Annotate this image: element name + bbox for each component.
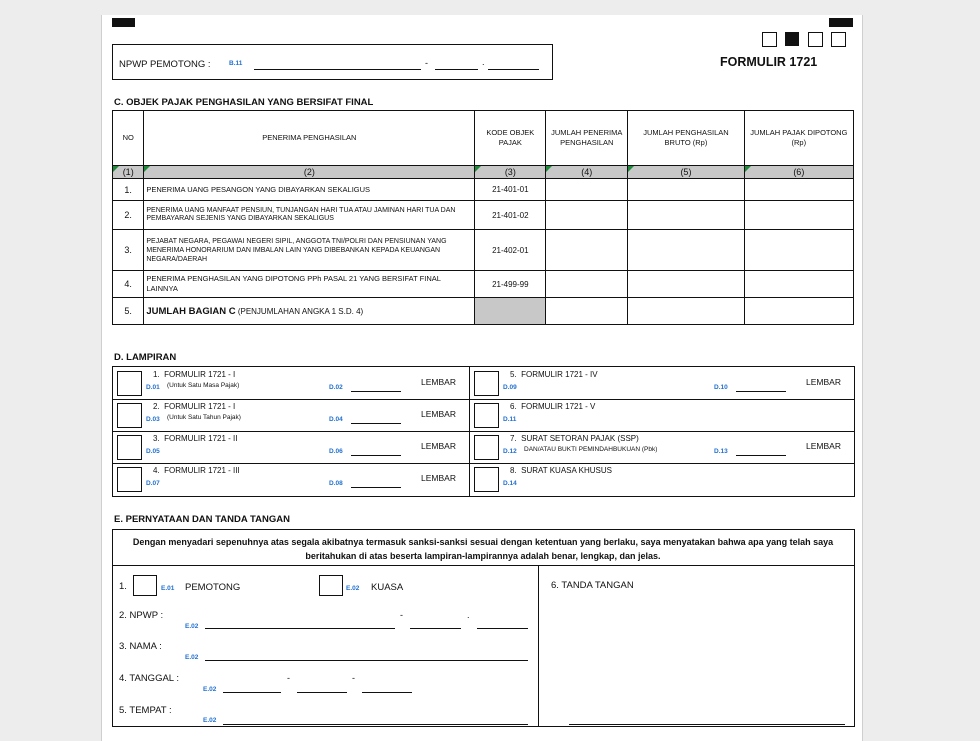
total-jumlah-penerima[interactable] [546,298,628,325]
dipotong-cell[interactable] [744,230,853,271]
corner-marker-left [112,18,135,27]
lembar-label: LEMBAR [421,409,456,419]
jumlah-penerima-cell[interactable] [546,271,628,298]
col-header-penerima: PENERIMA PENGHASILAN [144,111,475,166]
lembar-code: D.02 [329,384,343,391]
total-row: 5. JUMLAH BAGIAN C (PENJUMLAHAN ANGKA 1 S.D. 4) [113,298,854,325]
lampiran-checkbox[interactable] [474,403,499,428]
lembar-code: D.08 [329,480,343,487]
table-row: 3. PEJABAT NEGARA, PEGAWAI NEGERI SIPIL, ANGGOTA TNI/POLRI DAN PENSIUNAN YANG MENERIMA HONORARIUM DAN IMBALAN LAIN YANG DIBEBANKAN KEPADA KEUANGAN NEGARA/DAERAH 21-402-01 [113,230,854,271]
col-number-5: (5) [628,166,744,179]
bruto-cell[interactable] [628,230,744,271]
lembar-count-field[interactable] [351,413,401,424]
npwp-label: 2. NPWP : [119,610,164,621]
lampiran-checkbox[interactable] [474,435,499,460]
lampiran-checkbox[interactable] [117,403,142,428]
lembar-label: LEMBAR [421,441,456,451]
form-page [101,15,863,741]
page-indicator [762,32,846,50]
lembar-label: LEMBAR [806,441,841,451]
section-e-title: E. PERNYATAAN DAN TANDA TANGAN [114,514,290,525]
tanggal-month-field[interactable] [297,682,347,693]
lembar-count-field[interactable] [736,445,786,456]
lampiran-note: DAN/ATAU BUKTI PEMINDAHBUKUAN (Pbk) [524,446,658,453]
form-title: FORMULIR 1721 [720,55,818,69]
pernyataan-box: Dengan menyadari sepenuhnya atas segala akibatnya termasuk sanksi-sanksi sesuai dengan ketentuan yang berlaku, saya menyatakan bahwa apa yang telah saya beritahukan di atas beserta lampiran-lampirannya adalah benar, lengkap, dan jelas. 1. E.01 PEMOTONG E.02 KUASA 2. NPWP : E.02 - . 3. NAMA : E.02 4. TANGGAL : E.02 - - 5. TEMPAT : E.02 6. TANDA TANGAN [112,529,855,727]
lampiran-code: D.01 [146,384,160,391]
lembar-label: LEMBAR [421,377,456,387]
lampiran-item [113,431,469,463]
col-number-1: (1) [113,166,144,179]
col-number-4: (4) [546,166,628,179]
lampiran-checkbox[interactable] [117,435,142,460]
npwp-field-3[interactable] [488,59,539,70]
jumlah-penerima-cell[interactable] [546,230,628,271]
lampiran-label: 8. SURAT KUASA KHUSUS [510,466,612,475]
jumlah-penerima-cell[interactable] [546,201,628,230]
col-header-bruto: JUMLAH PENGHASILAN BRUTO (Rp) [628,111,744,166]
lembar-label: LEMBAR [806,377,841,387]
npwp-field-1[interactable] [254,59,421,70]
lampiran-code: D.11 [503,416,517,423]
lampiran-checkbox[interactable] [117,467,142,492]
lampiran-label: 7. SURAT SETORAN PAJAK (SSP) [510,434,639,443]
tanggal-year-field[interactable] [362,682,412,693]
lampiran-item [470,367,854,399]
section-d-title: D. LAMPIRAN [114,352,177,363]
section-c-table [112,110,854,325]
lampiran-note: (Untuk Satu Tahun Pajak) [167,414,241,421]
lampiran-code: D.09 [503,384,517,391]
npwp-dot: . [482,57,485,67]
col-number-6: (6) [744,166,853,179]
lampiran-code: D.14 [503,480,517,487]
lampiran-checkbox[interactable] [474,371,499,396]
bruto-cell[interactable] [628,271,744,298]
col-header-kode: KODE OBJEK PAJAK [475,111,546,166]
lampiran-code: D.07 [146,480,160,487]
table-row: 2. PENERIMA UANG MANFAAT PENSIUN, TUNJANGAN HARI TUA ATAU JAMINAN HARI TUA DAN PEMBAYARAN SEJENIS YANG DIBAYARKAN SEKALIGUS 21-401-02 [113,201,854,230]
nama-label: 3. NAMA : [119,641,162,652]
dipotong-cell[interactable] [744,271,853,298]
lembar-code: D.10 [714,384,728,391]
kuasa-label: KUASA [371,582,404,593]
tanggal-day-field[interactable] [223,682,281,693]
npwp-dash: - [425,58,428,68]
lampiran-label: 1. FORMULIR 1721 - I [153,370,236,379]
col-header-no: NO [113,111,144,166]
total-dipotong[interactable] [744,298,853,325]
e-npwp-field-2[interactable] [410,618,461,629]
tanggal-label: 4. TANGGAL : [119,673,180,684]
lampiran-code: D.05 [146,448,160,455]
npwp-pemotong-box [112,44,553,80]
lembar-code: D.13 [714,448,728,455]
pemotong-checkbox[interactable] [133,575,157,596]
lampiran-item [113,367,469,399]
statement-text: Dengan menyadari sepenuhnya atas segala akibatnya termasuk sanksi-sanksi sesuai dengan ketentuan yang berlaku, saya menyatakan bahwa apa yang telah saya beritahukan di atas beserta lampiran-lampirannya adalah benar, lengkap, dan jelas. [132,537,834,561]
tanda-tangan-label: 6. TANDA TANGAN [551,580,634,591]
section-c-title: C. OBJEK PAJAK PENGHASILAN YANG BERSIFAT FINAL [114,97,374,108]
total-bruto[interactable] [628,298,744,325]
tempat-label: 5. TEMPAT : [119,705,172,716]
kuasa-checkbox[interactable] [319,575,343,596]
col-number-2: (2) [144,166,475,179]
col-number-3: (3) [475,166,546,179]
npwp-field-2[interactable] [435,59,478,70]
dipotong-cell[interactable] [744,201,853,230]
lembar-code: D.04 [329,416,343,423]
bruto-cell[interactable] [628,201,744,230]
lampiran-checkbox[interactable] [474,467,499,492]
e-npwp-field-3[interactable] [477,618,528,629]
lampiran-checkbox[interactable] [117,371,142,396]
lampiran-code: D.12 [503,448,517,455]
lembar-code: D.06 [329,448,343,455]
lembar-count-field[interactable] [351,477,401,488]
lampiran-note: (Untuk Satu Masa Pajak) [167,382,240,389]
lampiran-label: 6. FORMULIR 1721 - V [510,402,596,411]
e-npwp-field-1[interactable] [205,618,395,629]
col-header-dipotong: JUMLAH PAJAK DIPOTONG (Rp) [744,111,853,166]
dipotong-cell[interactable] [744,179,853,201]
col-header-jumlah-penerima: JUMLAH PENERIMA PENGHASILAN [546,111,628,166]
lampiran-item [470,399,854,431]
npwp-code: B.11 [229,60,243,67]
lembar-count-field[interactable] [351,445,401,456]
lampiran-label: 3. FORMULIR 1721 - II [153,434,238,443]
lembar-count-field[interactable] [736,381,786,392]
nama-field[interactable] [205,650,528,661]
npwp-pemotong-label: NPWP PEMOTONG : [119,59,211,70]
signature-field[interactable] [569,714,845,725]
lampiran-item [470,463,854,495]
lampiran-label: 5. FORMULIR 1721 - IV [510,370,598,379]
lampiran-label: 4. FORMULIR 1721 - III [153,466,240,475]
table-row: 1. PENERIMA UANG PESANGON YANG DIBAYARKAN SEKALIGUS 21-401-01 [113,179,854,201]
lampiran-label: 2. FORMULIR 1721 - I [153,402,236,411]
corner-marker-right [829,18,853,27]
lembar-label: LEMBAR [421,473,456,483]
lampiran-code: D.03 [146,416,160,423]
lampiran-item [470,431,854,463]
lembar-count-field[interactable] [351,381,401,392]
lampiran-item [113,463,469,495]
tempat-field[interactable] [223,714,528,725]
pemotong-label: PEMOTONG [185,582,241,593]
jumlah-penerima-cell[interactable] [546,179,628,201]
bruto-cell[interactable] [628,179,744,201]
lampiran-item [113,399,469,431]
lampiran-box [112,366,855,497]
table-row: 4. PENERIMA PENGHASILAN YANG DIPOTONG PPh PASAL 21 YANG BERSIFAT FINAL LAINNYA 21-499-99 [113,271,854,298]
